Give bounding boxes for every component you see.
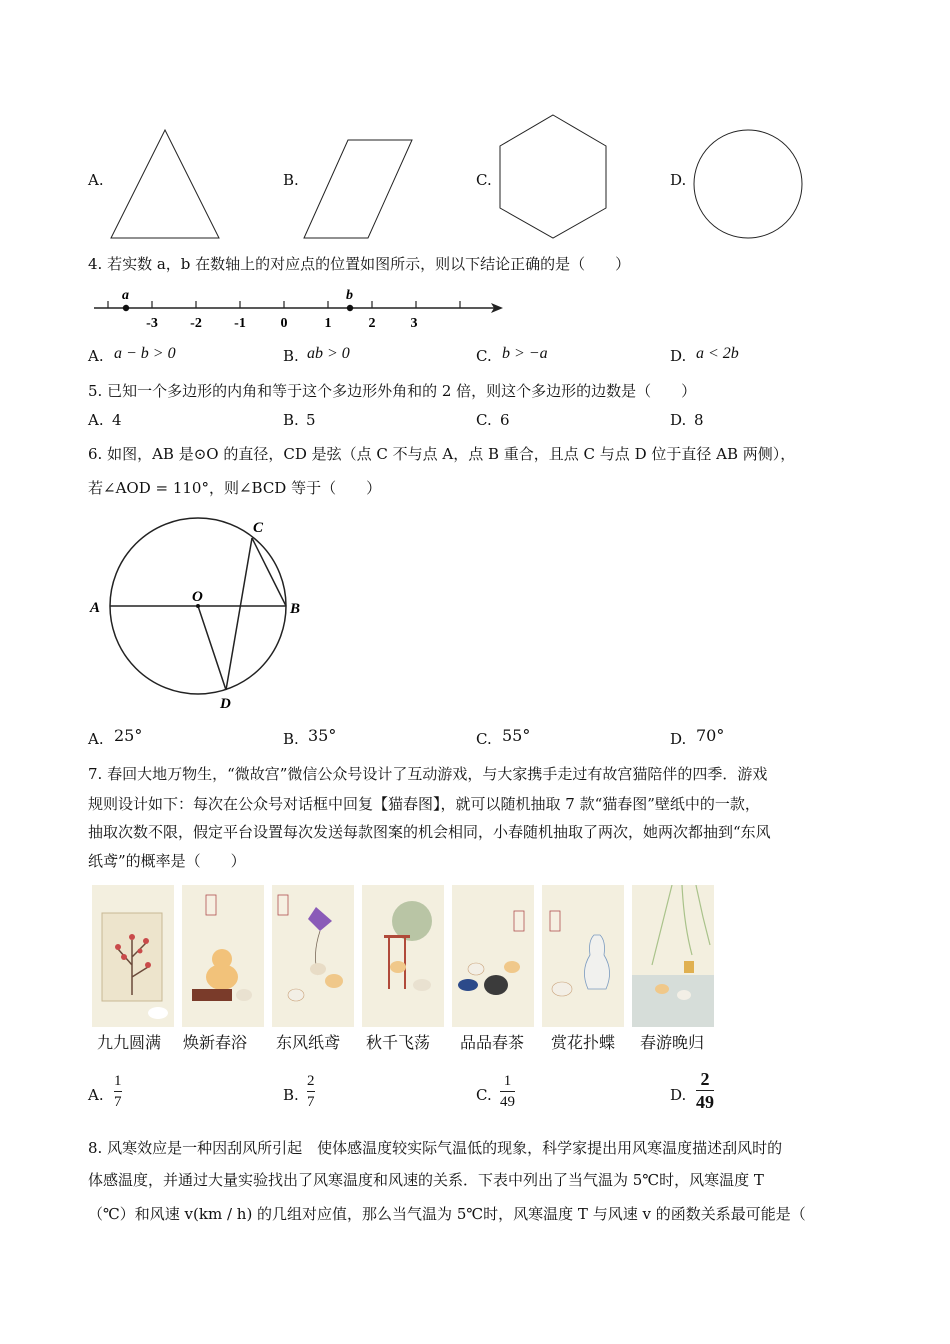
q6-option-a-value: 25° bbox=[114, 726, 143, 745]
wallpaper-card-1 bbox=[92, 885, 174, 1027]
point-a-label: a bbox=[122, 288, 129, 303]
q3-option-b-label: B. bbox=[283, 171, 299, 189]
hexagon-figure bbox=[496, 112, 610, 240]
q7-stem-line4: 纸鸢”的概率是（ ） bbox=[88, 852, 246, 870]
point-A-label: A bbox=[90, 600, 101, 616]
q5-option-d-value: 8 bbox=[694, 411, 704, 429]
card-label-1: 九九圆满 bbox=[97, 1033, 162, 1052]
q4-option-c-expr: b > −a bbox=[502, 345, 548, 362]
q8-stem-line3: （℃）和风速 v(km / h) 的几组对应值，那么当气温为 5℃时，风寒温度 T 与风速 v 的函数关系最可能是（ bbox=[88, 1205, 806, 1223]
q6-option-c-letter: C. bbox=[476, 730, 492, 748]
q4-option-c-letter: C. bbox=[476, 347, 492, 365]
q6-option-a-letter: A. bbox=[88, 730, 104, 748]
tick-label: -3 bbox=[146, 316, 158, 331]
q5-option-d-letter: D. bbox=[670, 411, 687, 429]
circle-figure bbox=[692, 128, 804, 240]
q5-option-a-letter: A. bbox=[88, 411, 104, 429]
q6-stem-line2: 若∠AOD = 110°，则∠BCD 等于（ ） bbox=[88, 479, 382, 497]
q4-option-a-letter: A. bbox=[88, 347, 104, 365]
q7-stem-line2: 规则设计如下：每次在公众号对话框中回复【猫春图】，就可以随机抽取 7 款“猫春图”壁纸中的一款， bbox=[88, 795, 760, 813]
q4-option-b-expr: ab > 0 bbox=[307, 345, 350, 362]
card-label-2: 焕新春浴 bbox=[183, 1033, 248, 1052]
denominator: 7 bbox=[114, 1094, 122, 1110]
q4-option-b-letter: B. bbox=[283, 347, 299, 365]
denominator: 7 bbox=[307, 1094, 315, 1110]
tick-label: 2 bbox=[368, 316, 376, 331]
q7-option-c-letter: C. bbox=[476, 1086, 492, 1104]
card-label-5: 品品春茶 bbox=[460, 1033, 525, 1052]
q6-option-b-letter: B. bbox=[283, 730, 299, 748]
q3-option-a-label: A. bbox=[88, 171, 104, 189]
q4-stem: 4. 若实数 a，b 在数轴上的对应点的位置如图所示，则以下结论正确的是（ ） bbox=[88, 255, 631, 273]
q7-stem-line3: 抽取次数不限，假定平台设置每次发送每款图案的机会相同，小春随机抽取了两次，她两次都抽到“东风 bbox=[88, 823, 771, 841]
wallpaper-card-6 bbox=[542, 885, 624, 1027]
point-a-dot bbox=[123, 305, 129, 311]
q6-option-b-value: 35° bbox=[308, 726, 337, 745]
denominator: 49 bbox=[696, 1092, 714, 1112]
point-C-label: C bbox=[253, 520, 264, 536]
q6-option-c-value: 55° bbox=[502, 726, 531, 745]
q5-option-a-value: 4 bbox=[112, 411, 122, 429]
wallpaper-card-2 bbox=[182, 885, 264, 1027]
q3-option-c-label: C. bbox=[476, 171, 492, 189]
point-b-dot bbox=[347, 305, 353, 311]
q5-stem: 5. 已知一个多边形的内角和等于这个多边形外角和的 2 倍，则这个多边形的边数是（ ） bbox=[88, 382, 697, 400]
tick-label: -2 bbox=[190, 316, 202, 331]
numerator: 1 bbox=[114, 1073, 122, 1089]
triangle-figure bbox=[108, 128, 222, 240]
card-label-3: 东风纸鸢 bbox=[276, 1033, 341, 1052]
numerator: 2 bbox=[307, 1073, 315, 1089]
q6-stem-line1: 6. 如图，AB 是⊙O 的直径，CD 是弦（点 C 不与点 A，点 B 重合，且点 C 与点 D 位于直径 AB 两侧）， bbox=[88, 445, 796, 463]
q5-option-c-value: 6 bbox=[500, 411, 510, 429]
q7-option-a-letter: A. bbox=[88, 1086, 104, 1104]
q7-option-d-fraction bbox=[696, 1070, 714, 1111]
q8-stem-line1: 8. 风寒效应是一种因刮风所引起 使体感温度较实际气温低的现象，科学家提出用风寒温度描述刮风时的 bbox=[88, 1139, 783, 1157]
card-label-7: 春游晚归 bbox=[640, 1033, 705, 1052]
q7-option-a-fraction bbox=[114, 1073, 122, 1110]
q5-option-b-letter: B. bbox=[283, 411, 299, 429]
point-D-label: D bbox=[220, 696, 231, 712]
card-label-6: 赏花扑蝶 bbox=[551, 1033, 616, 1052]
q4-option-a-expr: a − b > 0 bbox=[114, 345, 176, 362]
q7-stem-line1: 7. 春回大地万物生，“微故宫”微信公众号设计了互动游戏，与大家携手走过有故宫猫陪伴的四季．游戏 bbox=[88, 765, 768, 783]
wallpaper-card-5 bbox=[452, 885, 534, 1027]
circle-diagram bbox=[86, 516, 312, 716]
wallpaper-card-3 bbox=[272, 885, 354, 1027]
q6-option-d-value: 70° bbox=[696, 726, 725, 745]
denominator: 49 bbox=[500, 1094, 515, 1110]
numerator: 2 bbox=[700, 1069, 710, 1089]
point-O-label: O bbox=[192, 589, 203, 605]
q7-option-b-fraction bbox=[307, 1073, 315, 1110]
parallelogram-figure bbox=[302, 138, 416, 240]
numerator: 1 bbox=[503, 1073, 512, 1089]
tick-label: -1 bbox=[234, 316, 246, 331]
tick-label: 3 bbox=[410, 316, 418, 331]
q5-option-b-value: 5 bbox=[306, 411, 316, 429]
q5-option-c-letter: C. bbox=[476, 411, 492, 429]
q7-option-b-letter: B. bbox=[283, 1086, 299, 1104]
wallpaper-card-4 bbox=[362, 885, 444, 1027]
tick-label: 0 bbox=[280, 316, 288, 331]
tick-label: 1 bbox=[324, 316, 332, 331]
q4-option-d-expr: a < 2b bbox=[696, 345, 739, 362]
q4-option-d-letter: D. bbox=[670, 347, 687, 365]
q7-option-c-fraction bbox=[500, 1073, 515, 1110]
point-B-label: B bbox=[290, 601, 301, 617]
wallpaper-card-7 bbox=[632, 885, 714, 1027]
number-line bbox=[88, 286, 518, 336]
q7-option-d-letter: D. bbox=[670, 1086, 687, 1104]
q6-option-d-letter: D. bbox=[670, 730, 687, 748]
q8-stem-line2: 体感温度，并通过大量实验找出了风寒温度和风速的关系．下表中列出了当气温为 5℃时，风寒温度 T bbox=[88, 1171, 764, 1189]
point-b-label: b bbox=[346, 288, 353, 303]
card-label-4: 秋千飞荡 bbox=[366, 1033, 431, 1052]
q3-option-d-label: D. bbox=[670, 171, 687, 189]
